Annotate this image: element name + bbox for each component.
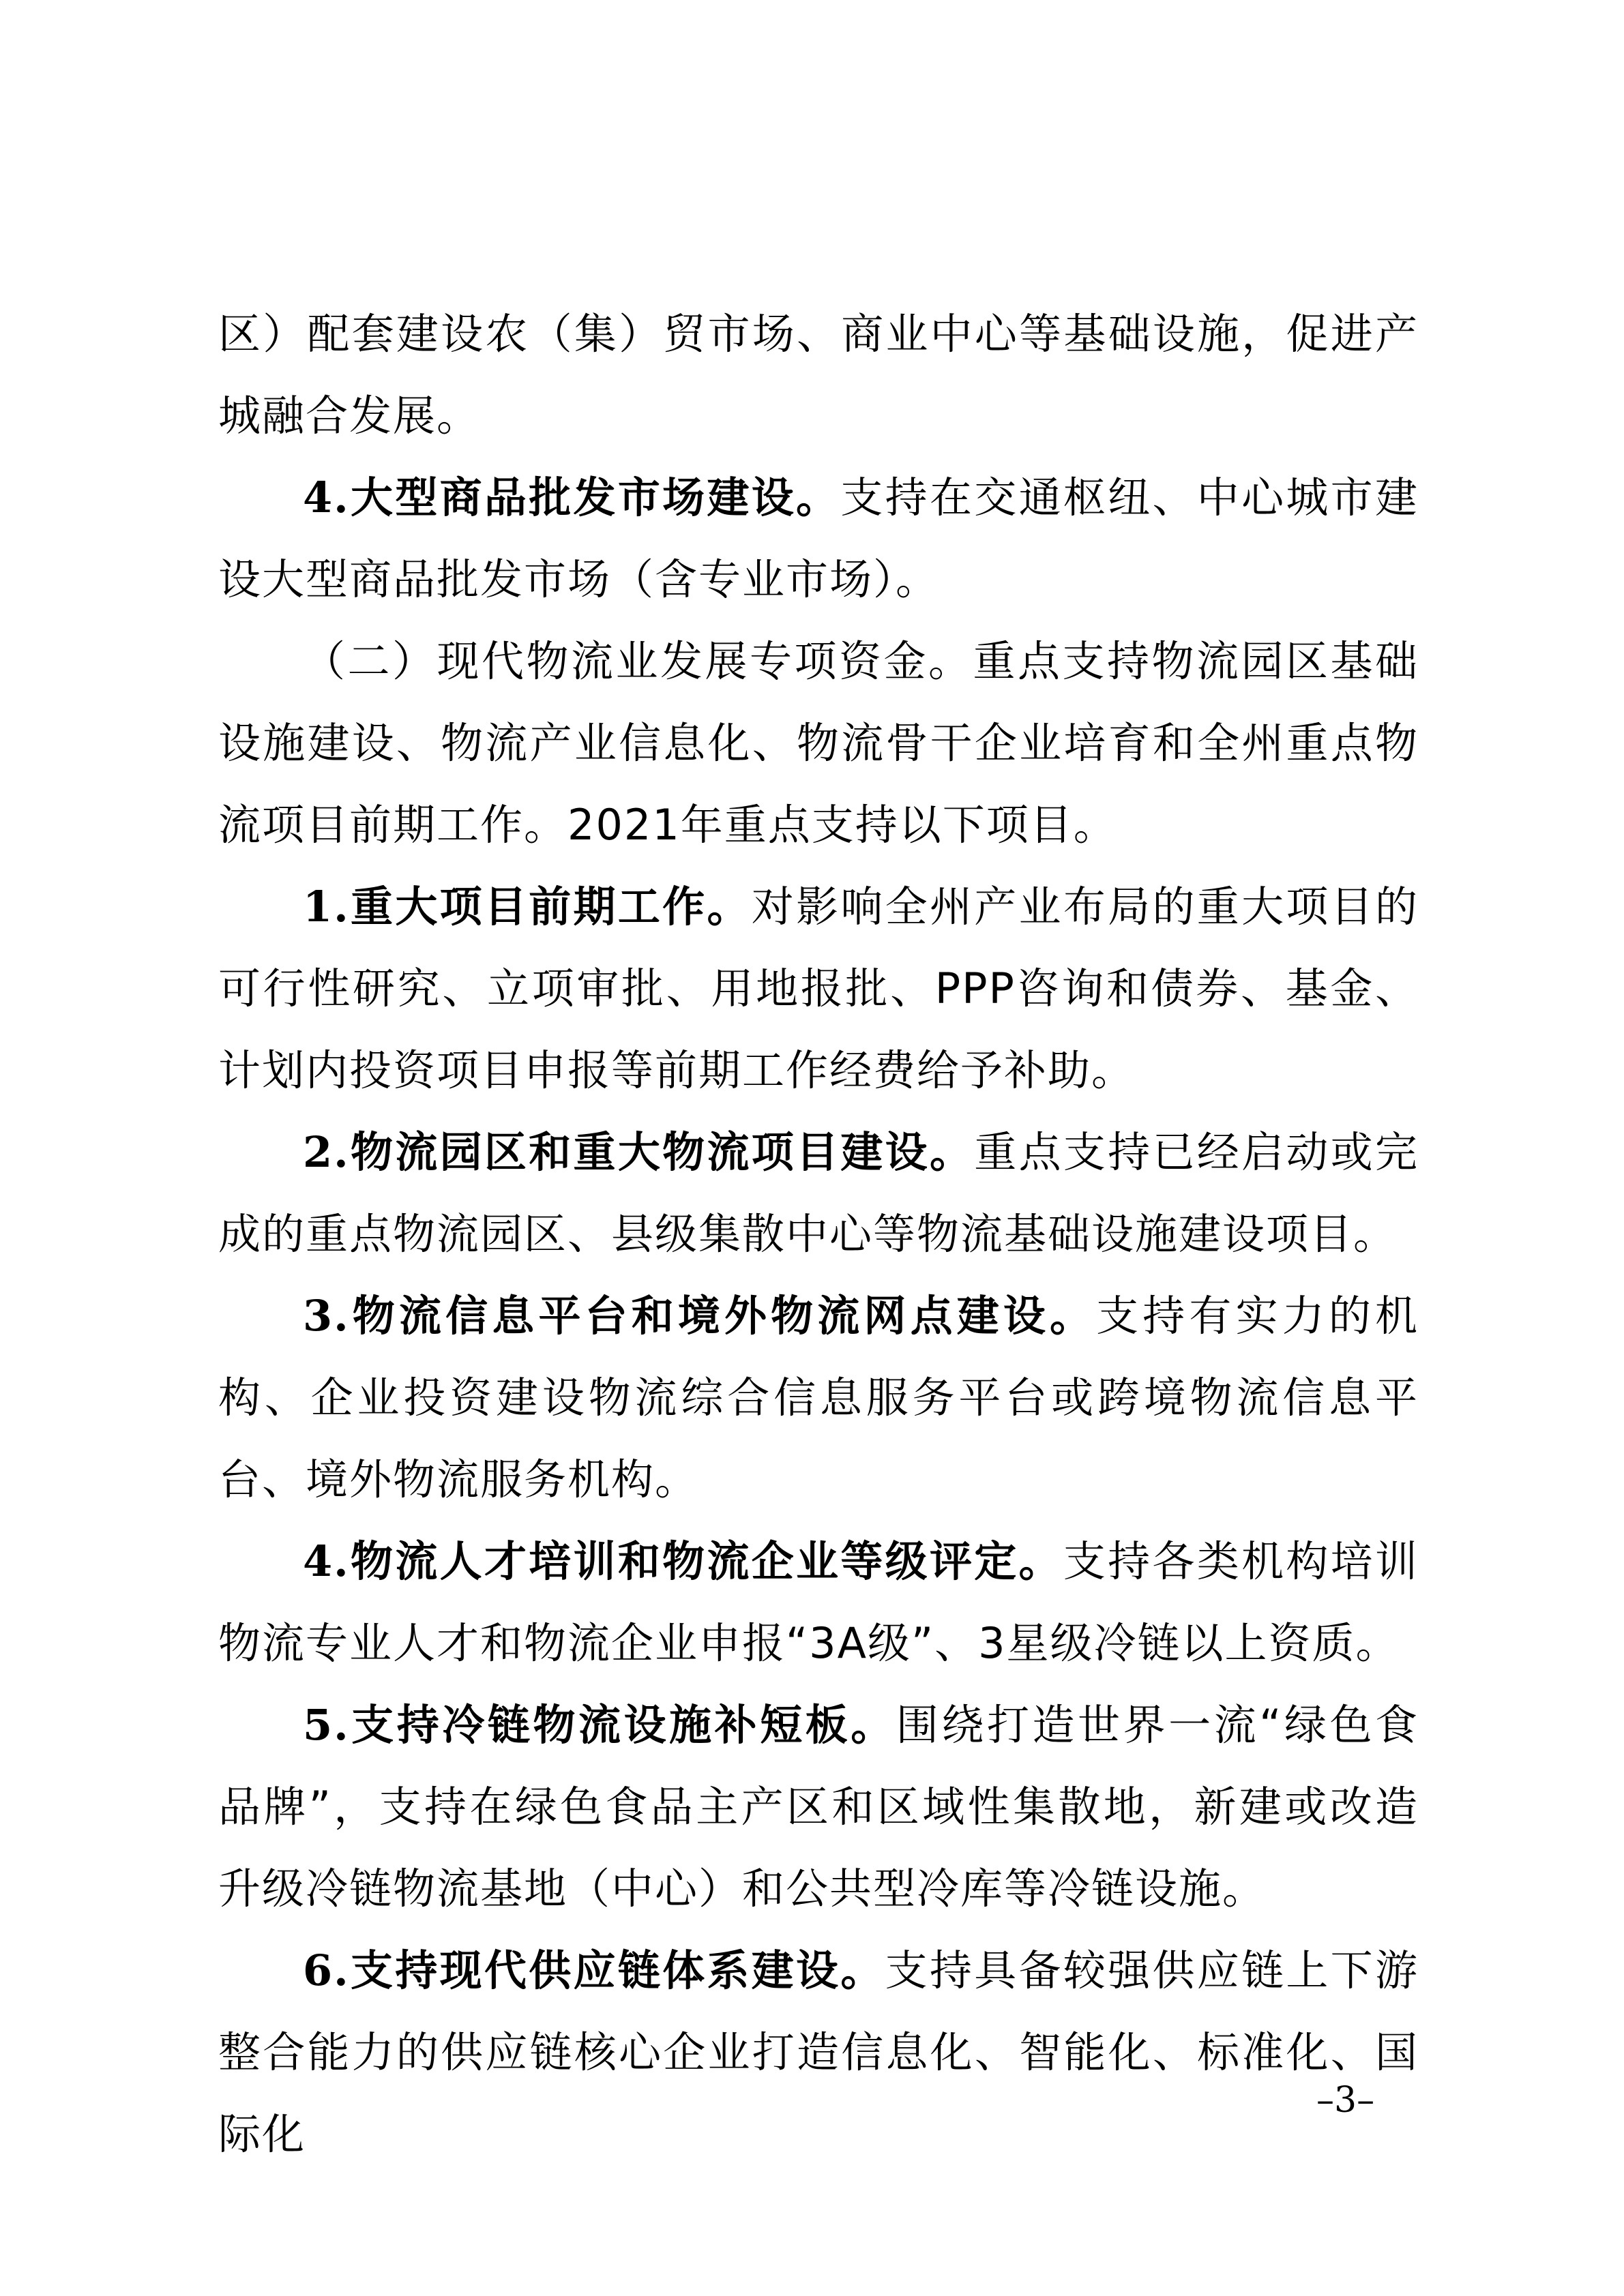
paragraph-text: 重点支持已经启动或完成的重点物流园区、县级集散中心等物流基础设施建设项目。 — [218, 1127, 1419, 1259]
item-heading: 物流人才培训和物流企业等级评定。 — [349, 1536, 1063, 1586]
paragraph-text: 支持在交通枢纽、中心城市建设大型商品批发市场（含专业市场）。 — [218, 473, 1419, 604]
page-number: –3– — [1316, 2080, 1375, 2121]
item-number: 1. — [303, 882, 350, 931]
paragraph-item-4-market — [218, 457, 1419, 621]
item-heading: 物流信息平台和境外物流网点建设。 — [349, 1291, 1097, 1341]
item-number: 4. — [303, 473, 350, 522]
paragraph-text: 围绕打造世界一流“绿色食品牌”，支持在绿色食品主产区和区域性集散地，新建或改造升级冷链物流基地（中心）和公共型冷库等冷链设施。 — [218, 1700, 1419, 1913]
paragraph-item-4-logistics — [218, 1521, 1419, 1684]
paragraph-item-3 — [218, 1275, 1419, 1521]
paragraph-item-1 — [218, 866, 1419, 1112]
paragraph-text: 对影响全州产业布局的重大项目的可行性研究、立项审批、用地报批、PPP咨询和债券、基金、计划内投资项目申报等前期工作经费给予补助。 — [218, 882, 1419, 1095]
item-heading: 大型商品批发市场建设。 — [349, 473, 841, 522]
item-number: 6. — [303, 1945, 350, 1995]
item-number: 2. — [303, 1127, 350, 1177]
paragraph-text: 支持有实力的机构、企业投资建设物流综合信息服务平台或跨境物流信息平台、境外物流服务机构。 — [218, 1291, 1419, 1504]
item-heading: 支持冷链物流设施补短板。 — [349, 1700, 896, 1750]
item-heading: 支持现代供应链体系建设。 — [349, 1945, 885, 1995]
paragraph-item-6 — [218, 1930, 1419, 2175]
paragraph-section-two — [218, 621, 1419, 866]
item-heading: 物流园区和重大物流项目建设。 — [349, 1127, 975, 1177]
paragraph-continuation — [218, 293, 1419, 457]
paragraph-item-2 — [218, 1112, 1419, 1275]
paragraph-text: 支持具备较强供应链上下游整合能力的供应链核心企业打造信息化、智能化、标准化、国际化 — [218, 1945, 1419, 2159]
item-number: 3. — [303, 1291, 350, 1341]
paragraph-item-5 — [218, 1684, 1419, 1930]
item-number: 4. — [303, 1536, 350, 1586]
paragraph-text: 支持各类机构培训物流专业人才和物流企业申报“3A级”、3星级冷链以上资质。 — [218, 1536, 1419, 1668]
item-heading: 重大项目前期工作。 — [349, 882, 752, 931]
paragraph-text: 区）配套建设农（集）贸市场、商业中心等基础设施，促进产城融合发展。 — [218, 309, 1419, 441]
document-body — [218, 293, 1419, 2175]
item-number: 5. — [303, 1700, 350, 1750]
paragraph-text: （二）现代物流业发展专项资金。重点支持物流园区基础设施建设、物流产业信息化、物流骨干企业培育和全州重点物流项目前期工作。2021年重点支持以下项目。 — [218, 636, 1419, 850]
